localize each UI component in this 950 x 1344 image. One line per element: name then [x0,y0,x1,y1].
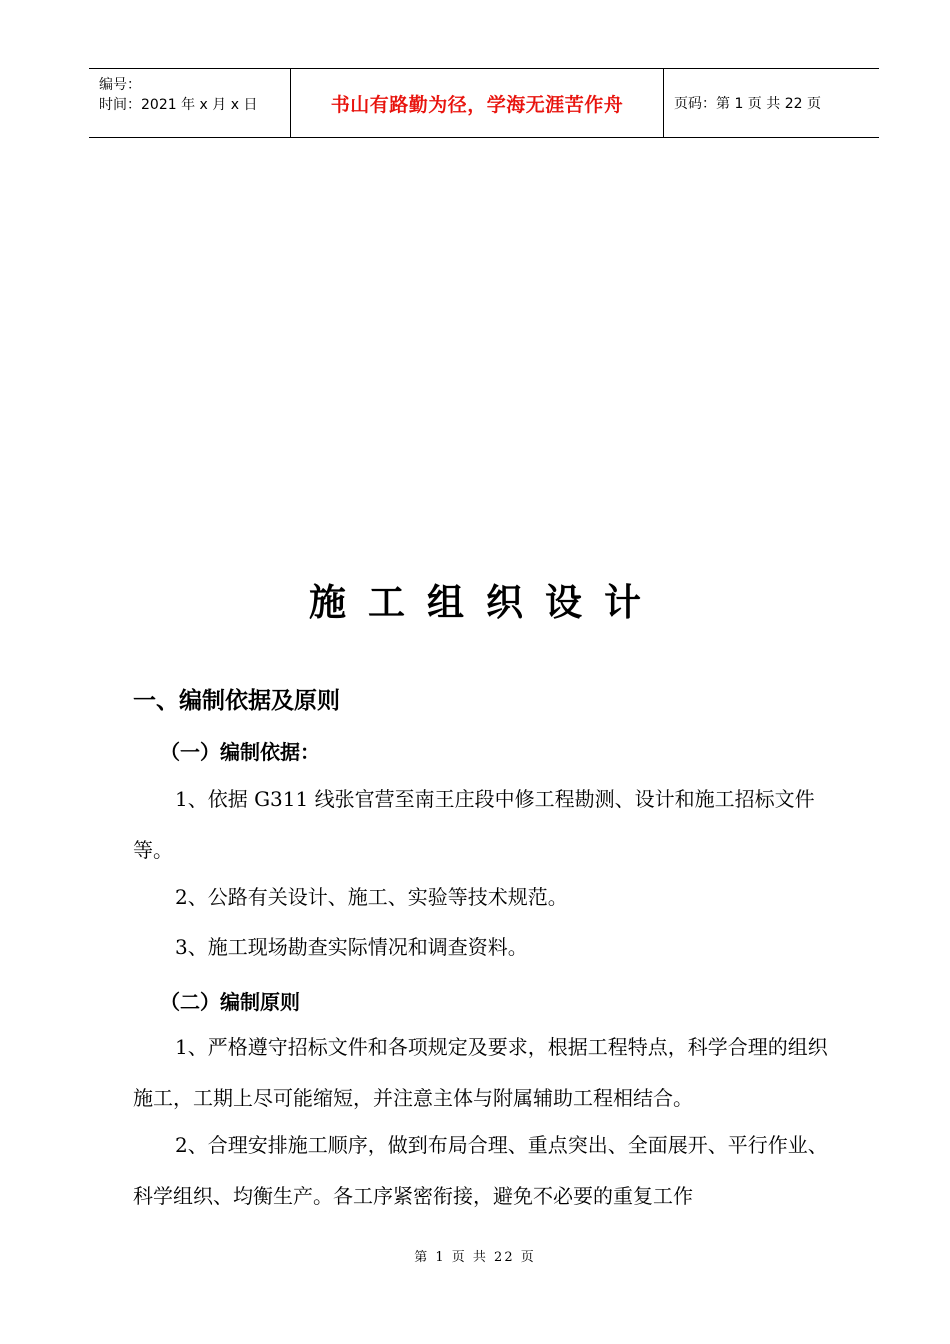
header-page-info: 页码：第 1 页 共 22 页 [674,96,821,112]
header-page-info-cell [664,69,879,137]
principle-item-1: 1、严格遵守招标文件和各项规定及要求，根据工程特点，科学合理的组织施工，工期上尽可能缩短，并注意主体与附属辅助工程相结合。 [133,1035,828,1110]
subsection-heading-basis: （一）编制依据： [160,740,320,764]
document-number-label: 编号： [99,77,141,93]
section-heading: 一、编制依据及原则 [133,688,340,714]
header-meta [89,69,291,137]
principle-item-2: 2、合理安排施工顺序，做到布局合理、重点突出、全面展开、平行作业、科学组织、均衡生产。各工序紧密衔接，避免不必要的重复工作 [133,1133,828,1208]
basis-item-1: 1、依据 G311 线张官营至南王庄段中修工程勘测、设计和施工招标文件等。 [133,787,815,862]
header-motto: 书山有路勤为径，学海无涯苦作舟 [330,93,624,116]
basis-item-3: 3、施工现场勘查实际情况和调查资料。 [175,935,528,959]
document-date: 时间：2021 年 x 月 x 日 [99,97,258,113]
page-header [89,68,879,138]
subsection-heading-principles: （二）编制原则 [160,990,300,1014]
document-title: 施工组织设计 [309,581,663,624]
basis-item-2: 2、公路有关设计、施工、实验等技术规范。 [175,885,568,909]
header-motto-cell [291,69,664,137]
page-footer: 第 1 页 共 22 页 [414,1250,536,1265]
